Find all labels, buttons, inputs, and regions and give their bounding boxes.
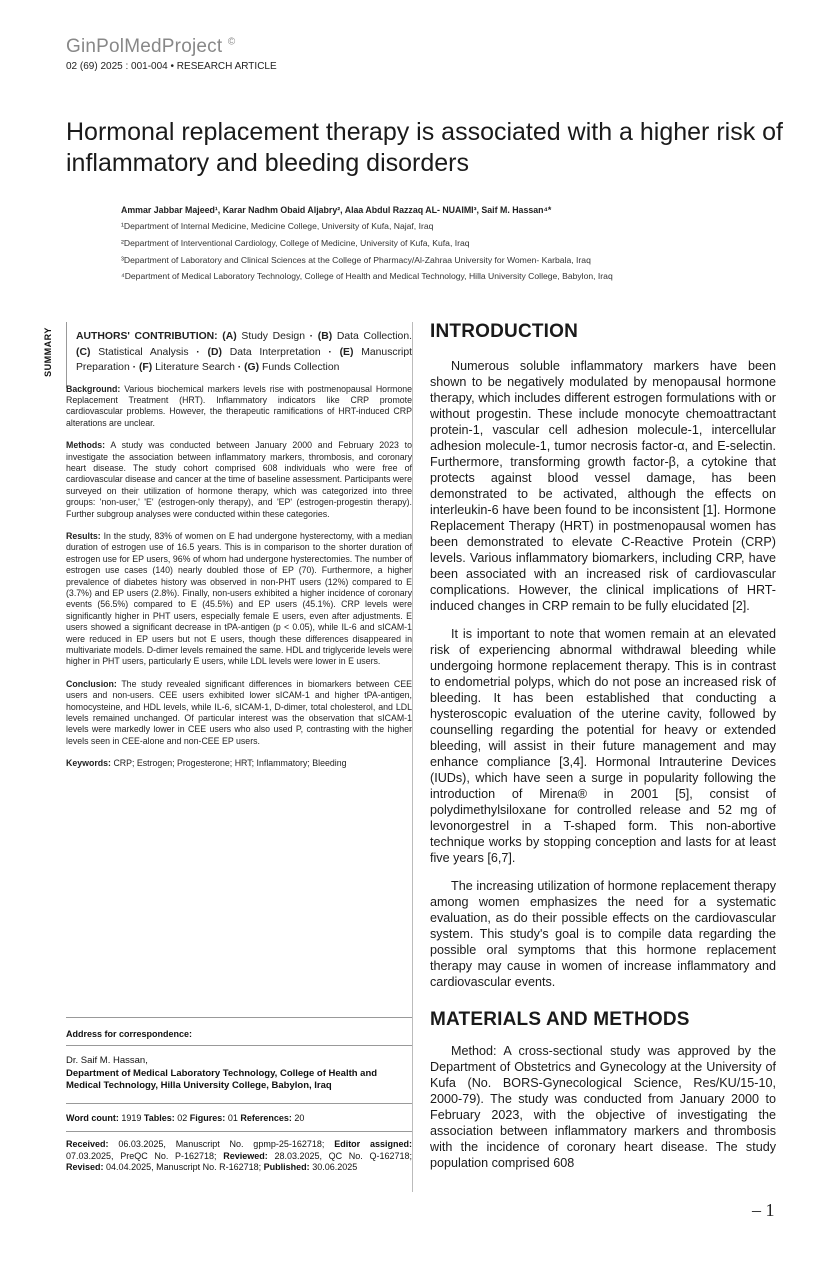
intro-paragraph-1: Numerous soluble inflammatory markers have been shown to be negatively modulated by menopausal hormone therapy, which includes different estrogen formulations with or without progestin. These include monocyte chemoattractant protein-1, vascular cell adhesion molecule-1, intercellular adhesion molecule-1, tumor necrosis factor-α, and E-selectin. Furthermore, transforming growth factor-β, a cytokine that protects against blood vessel damage, has been demonstrated to be activated, although the effects on interleukin-6 have been found to be inconsistent [1]. Hormone Replacement Therapy (HRT) in postmenopausal women has been demonstrated to elevate C-Reactive Protein (CRP) levels. Various inflammatory biomarkers, including CRP, have been associated with an increased risk of cardiovascular complications. However, the clinical implications of HRT-induced changes in CRP remain to be fully elucidated [2]. [430, 359, 776, 613]
correspondence-divider [66, 1045, 412, 1046]
correspondence-department: Department of Medical Laboratory Technology, College of Health and Medical Technology, Hilla University College, Babylon, Iraq [66, 1067, 378, 1091]
conclusion-paragraph: Conclusion: The study revealed significant differences in biomarkers between CEE users and non-users. CEE users exhibited lower sICAM-1 and higher tPA-antigen, homocysteine, and HDL levels, while IL-6, sICAM-1, D-dimer, total cholesterol, and LDL levels remained unchanged. Of particular interest was the observation that sICAM-1 levels were markedly lower in CEE users who also used P, contrasting with the higher levels seen in CEE-alone and non-CEE EP users. [66, 678, 412, 746]
summary-sections [66, 384, 412, 770]
author-list: Ammar Jabbar Majeed¹, Karar Nadhm Obaid Aljabry², Alaa Abdul Razzaq AL- NUAIMI³, Saif M. Hassan⁴* [121, 205, 552, 215]
manuscript-counts: Word count: 1919 Tables: 02 Figures: 01 References: 20 [66, 1113, 305, 1123]
correspondence-label: Address for correspondence: [66, 1029, 193, 1039]
intro-paragraph-3: The increasing utilization of hormone replacement therapy among women emphasizes the need for a systematic evaluation, as do their possible effects on the cardiovascular system. This study's goal is to compile data regarding the possible oral symptoms that this hormone replacement therapy may cause in women of increase inflammatory and cardiovascular events. [430, 879, 776, 989]
copyright-mark: © [227, 36, 236, 48]
summary-side-label: SUMMARY [42, 327, 53, 377]
correspondence-address [66, 1055, 412, 1093]
affiliation-4: ⁴Department of Medical Laboratory Technology, College of Health and Medical Technology, Hilla University College, Babylon, Iraq [121, 271, 613, 281]
column-divider [412, 322, 413, 1192]
issue-line: 02 (69) 2025 : 001-004 • RESEARCH ARTICLE [66, 61, 277, 72]
affiliation-3: ³Department of Laboratory and Clinical Sciences at the College of Pharmacy/Al-Zahraa University for Women- Karbala, Iraq [121, 255, 591, 265]
summary-column [66, 329, 412, 770]
manuscript-dates: Received: 06.03.2025, Manuscript No. gpmp-25-162718; Editor assigned: 07.03.2025, PreQC No. P-162718; Reviewed: 28.03.2025, QC No. Q-162718; Revised: 04.04.2025, Manuscript No. R-162718; Published: 30.06.2025 [66, 1139, 412, 1173]
correspondence-name: Dr. Saif M. Hassan, [66, 1055, 148, 1066]
methods-paragraph: Methods: A study was conducted between January 2000 and February 2023 to investigate the association between inflammatory markers, thrombosis, and coronary heart disease. The study cohort comprised 608 individuals who were free of cardiovascular disease and cancer at the time of baseline assessment. Participants were surveyed on their utilization of hormone therapy, which was categorized into three groups: 'non-user,' 'E' (estrogen-only therapy), and 'EP' (estrogen-progestin therapy). Further subgroup analyses were conducted within these categories. [66, 440, 412, 519]
results-paragraph: Results: In the study, 83% of women on E had undergone hysterectomy, with a median duration of estrogen use of 16.5 years. This is in comparison to the shorter duration of estrogen use for EP users, 96% of whom had undergone hysterectomies. The number of estrogen use cases (140) nearly doubled those of EP (70). Furthermore, a higher prevalence of diabetes history was observed in non-PHT users (12%) compared to E (3.7%) and EP users (2.8%). Finally, non-users exhibited a higher incidence of coronary events (56.5%) compared to E (45.5%) and EP users (45.1%). CRP levels were significantly higher in PHT users, especially female E users, even after adjustments. E users showed a significant decrease in tPA-antigen (p < 0.05), while IL-6 and sICAM-1 were reduced in EP users but not E users, though these differences disappeared in multivariate models. D-dimer levels remained the same. HDL and triglyceride levels were higher in PHT users, particularly E users, while LDL levels were lower in E users. [66, 530, 412, 667]
keywords-paragraph: Keywords: CRP; Estrogen; Progesterone; HRT; Inflammatory; Bleeding [66, 758, 347, 769]
counts-divider [66, 1103, 412, 1104]
journal-name: GinPolMedProject © [66, 36, 236, 57]
page-number: – 1 [752, 1200, 775, 1220]
intro-paragraph-2: It is important to note that women remain at an elevated risk of experiencing abnormal withdrawal bleeding while undergoing hormone replacement therapy. This is in contrast to endometrial polyps, which do not pose an increased risk of bleeding. It has been established that conducting a hysteroscopic evaluation of the uterine cavity, followed by counselling regarding the potential for heavy or extended bleeding, will assist in their future management and may enhance compliance [3,4]. Hormonal Intrauterine Devices (IUDs), which have seen a surge in popularity following the introduction of Mirena® in 2001 [5], consist of polydimethylsiloxane for controlled release and 52 mg of levonorgestrel in a T-shaped form. This non-abortive technique works by stopping conception and lasts for at least five years [6,7]. [430, 627, 776, 865]
affiliation-2: ²Department of Interventional Cardiology, College of Medicine, University of Kufa, Kufa, Iraq [121, 238, 470, 248]
main-column [430, 321, 776, 1171]
dates-divider [66, 1131, 412, 1132]
authors-contribution: AUTHORS' CONTRIBUTION: (A) Study Design · (B) Data Collection. (C) Statistical Analysis · (D) Data Interpretation · (E) Manuscript Preparation · (F) Literature Search · (G) Funds Collection [76, 331, 413, 373]
affiliation-1: ¹Department of Internal Medicine, Medicine College, University of Kufa, Najaf, Iraq [121, 221, 434, 231]
methods-paragraph: Method: A cross-sectional study was approved by the Department of Obstetrics and Gynecology at the University of Kufa (No. BORS-Gynecological Science, Res/KU/15-10, 2000-79). The study was conducted from January 2000 to February 2023, with the objective of investigating the association between inflammatory markers and thrombosis with the incidence of coronary heart disease. The study population comprised 608 [430, 1044, 776, 1170]
background-paragraph: Background: Various biochemical markers levels rise with postmenopausal Hormone Replacement Treatment (HRT). Inflammatory indicators like CRP promote cardiovascular problems. However, the therapeutic ramifications of HRT-induced CRP alterations are unclear. [66, 383, 412, 428]
article-title: Hormonal replacement therapy is associated with a higher risk of inflammatory and bleeding disorders [66, 118, 784, 177]
introduction-heading: INTRODUCTION [430, 321, 579, 342]
correspondence-divider-top [66, 1017, 412, 1018]
methods-heading: MATERIALS AND METHODS [430, 1009, 690, 1030]
